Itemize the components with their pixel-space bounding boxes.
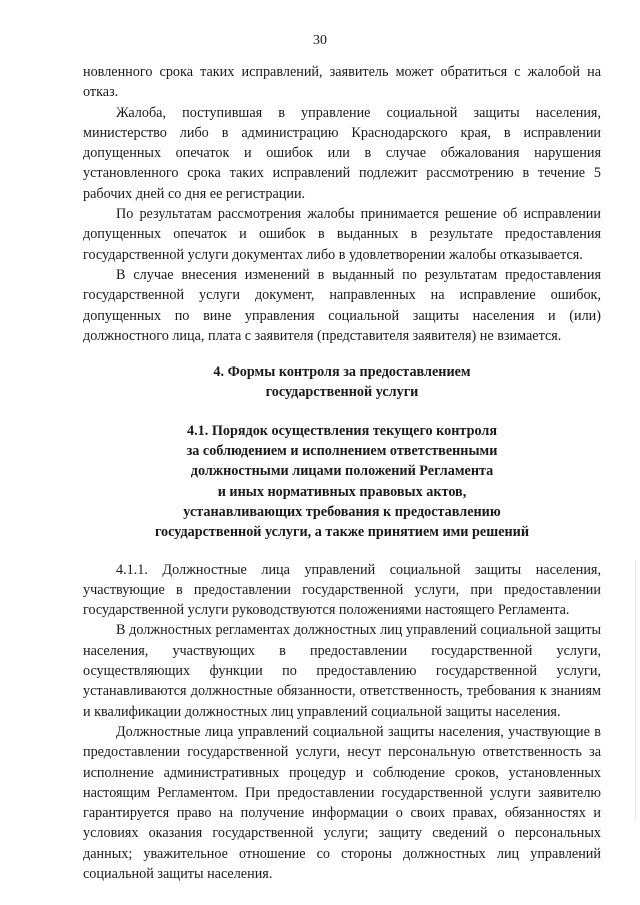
paragraph: По результатам рассмотрения жалобы принимается решение об исправлении допущенных опечаток и ошибок в выданных в результате предоставления государственной услуги документах либо в удовлетворении жалобы отказывается.	[83, 206, 601, 263]
heading-line: государственной услуги, а также принятием ими решений	[154, 524, 530, 541]
page-number: 30	[313, 33, 327, 48]
paragraph: 4.1.1. Должностные лица управлений социальной защиты населения, участвующие в предоставлении государственной услуги, при предоставлении государственной услуги руководствуются положениями настоящего Регламента.	[83, 561, 601, 619]
heading-line: 4.1. Порядок осуществления текущего контроля	[187, 422, 497, 439]
paragraph: новленного срока таких исправлений, заявитель может обратиться с жалобой на отказ.	[83, 64, 601, 101]
paragraph: В случае внесения изменений в выданный по результатам предоставления государственной услуги документ, направленных на исправление ошибок, допущенных по вине управления социальной защиты населения и (или) должностного лица, плата с заявителя (представителя заявителя) не взимается.	[83, 266, 601, 344]
section-4-1-heading	[83, 421, 601, 543]
heading-line: устанавливающих требования к предоставлению	[183, 503, 501, 520]
heading-line: должностными лицами положений Регламента	[190, 463, 494, 480]
section-4-heading	[83, 362, 601, 403]
heading-line: государственной услуги	[265, 384, 419, 401]
heading-line: 4. Формы контроля за предоставлением	[213, 364, 471, 381]
document-body	[83, 62, 601, 884]
paragraph: Жалоба, поступившая в управление социальной защиты населения, министерство либо в администрацию Краснодарского края, в исправлении допущенных опечаток и ошибок или в случае обжалования нарушения установленного срока таких исправлений подлежит рассмотрению в течение 5 рабочих дней со дня ее регистрации.	[83, 104, 601, 202]
paragraph: Должностные лица управлений социальной защиты населения, участвующие в предоставлении государственной услуги, несут персональную ответственность за исполнение административных процедур и соблюдение сроков, установленных настоящим Регламентом. При предоставлении государственной услуги заявителю гарантируется право на получение информации о своих правах, обязанностях и условиях оказания государственной услуги; защиту сведений о персональных данных; уважительное отношение со стороны должностных лиц управлений социальной защиты населения.	[83, 723, 601, 882]
heading-line: и иных нормативных правовых актов,	[217, 483, 467, 500]
paragraph: В должностных регламентах должностных лиц управлений социальной защиты населения, участвующих в предоставлении государственной услуги, осуществляющих функции по предоставлению государственной услуги, устанавливаются должностные обязанности, ответственность, требования к знаниям и квалификации должностных лиц управлений социальной защиты населения.	[83, 622, 601, 720]
heading-line: за соблюдением и исполнением ответственными	[186, 443, 498, 460]
scan-edge-line	[635, 560, 636, 820]
